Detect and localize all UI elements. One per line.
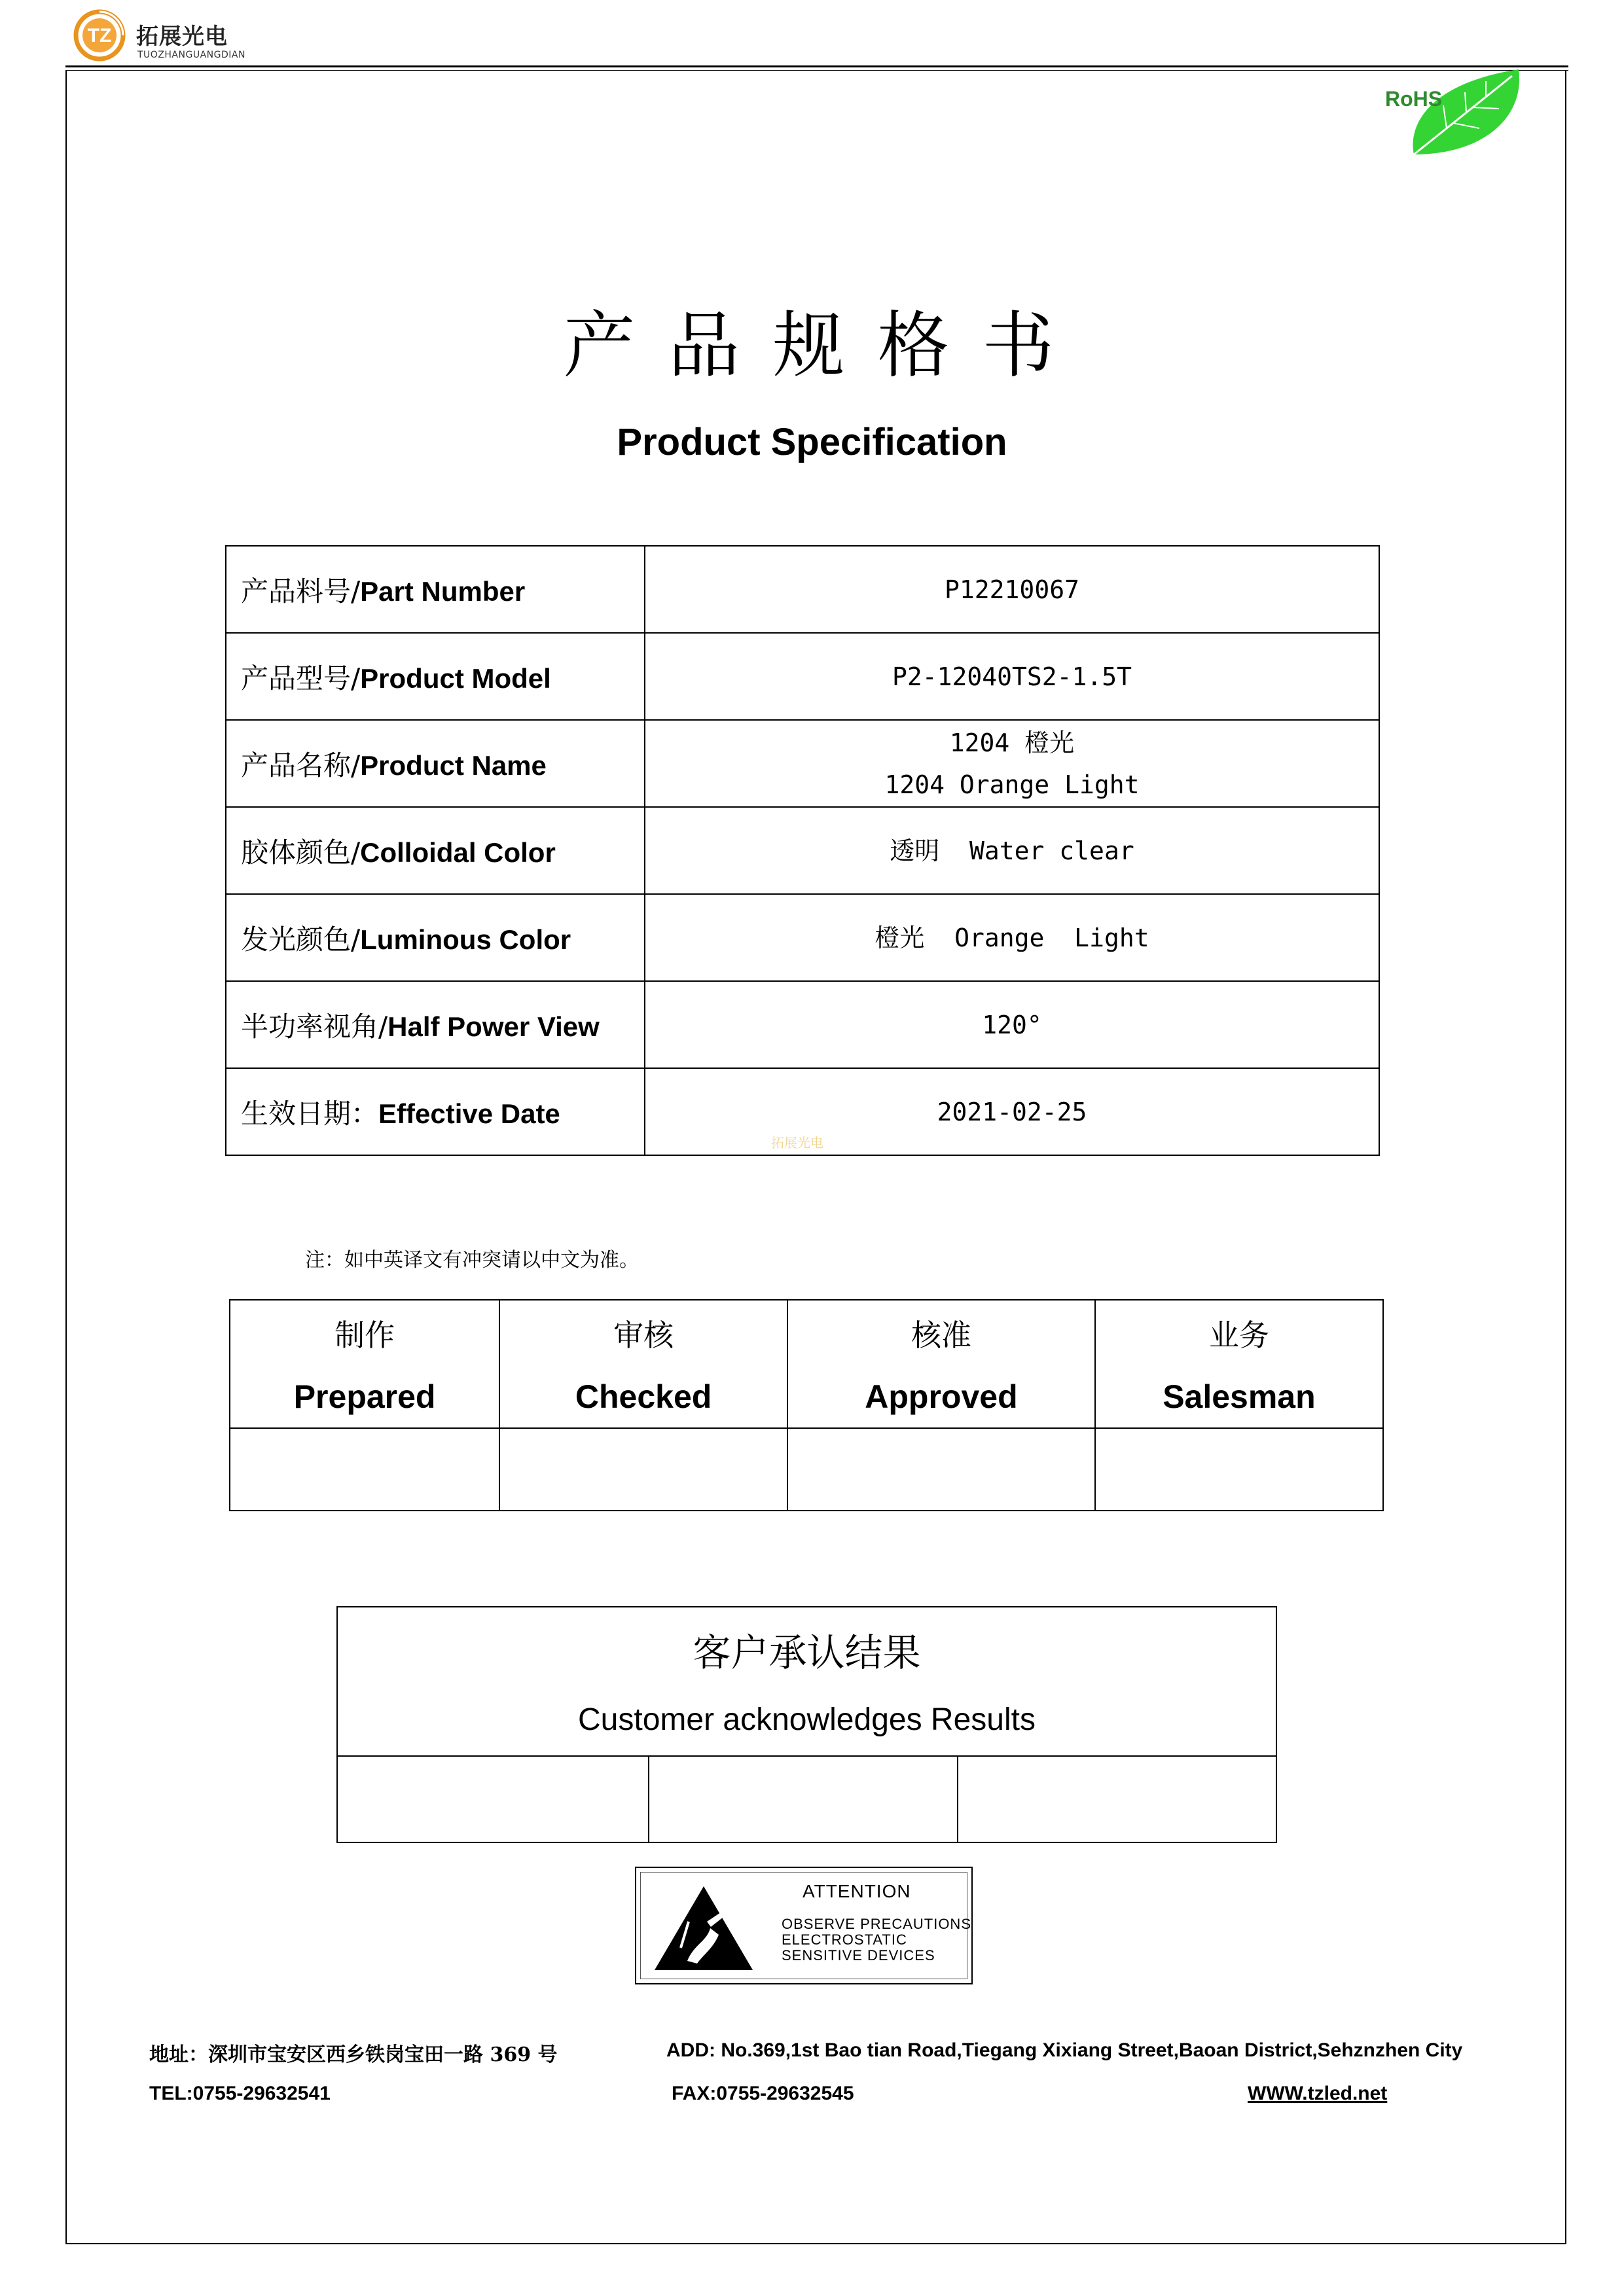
- spec-label: 产品型号/Product Model: [226, 633, 645, 720]
- spec-value: 透明 Water clear: [645, 807, 1379, 894]
- attention-line-3: SENSITIVE DEVICES: [782, 1947, 935, 1964]
- fax: FAX:0755-29632545: [672, 2083, 854, 2104]
- approval-table: [229, 1299, 1384, 1511]
- watermark: 拓展光电: [771, 1135, 823, 1151]
- rohs-leaf-icon: [1381, 63, 1525, 161]
- telephone: TEL:0755-29632541: [149, 2083, 331, 2104]
- table-row: [337, 1756, 1276, 1842]
- customer-result-cell[interactable]: [649, 1756, 957, 1842]
- company-name-en: TUOZHANGUANGDIAN: [137, 50, 245, 60]
- table-row: [230, 1300, 1383, 1428]
- table-row: [230, 1428, 1383, 1511]
- attention-line-2: ELECTROSTATIC: [782, 1931, 907, 1948]
- rohs-label: RoHS: [1385, 87, 1443, 111]
- spec-value: 1204 橙光 1204 Orange Light: [645, 720, 1379, 807]
- spec-value: 2021-02-25: [645, 1068, 1379, 1155]
- page-title-en: Product Specification: [617, 421, 1007, 463]
- page-title-cn: 产品规格书: [563, 304, 1087, 387]
- table-row: [226, 981, 1379, 1068]
- website-link[interactable]: WWW.tzled.net: [1248, 2083, 1388, 2104]
- approved-header: 核准 Approved: [787, 1300, 1095, 1428]
- header-rule: [65, 65, 1568, 67]
- customer-result-cell[interactable]: [958, 1756, 1276, 1842]
- table-row: [226, 894, 1379, 981]
- checked-signature-cell[interactable]: [499, 1428, 787, 1511]
- esd-attention-box: [635, 1867, 973, 1984]
- checked-header: 审核 Checked: [499, 1300, 787, 1428]
- attention-line-1: OBSERVE PRECAUTIONS: [782, 1916, 971, 1932]
- table-row: [226, 633, 1379, 720]
- spec-label: 胶体颜色/Colloidal Color: [226, 807, 645, 894]
- esd-warning-icon: [648, 1882, 759, 1974]
- company-name-cn: 拓展光电: [136, 24, 228, 50]
- spec-label: 生效日期：Effective Date: [226, 1068, 645, 1155]
- customer-result-cell[interactable]: [337, 1756, 649, 1842]
- address-cn: 地址：深圳市宝安区西乡铁岗宝田一路 369 号: [149, 2043, 558, 2066]
- salesman-signature-cell[interactable]: [1095, 1428, 1383, 1511]
- spec-label: 产品料号/Part Number: [226, 546, 645, 633]
- customer-acknowledge-header: 客户承认结果 Customer acknowledges Results: [337, 1607, 1276, 1756]
- approved-signature-cell[interactable]: [787, 1428, 1095, 1511]
- logo-mark-text: TZ: [87, 25, 112, 46]
- table-row: [226, 546, 1379, 633]
- translation-note: 注：如中英译文有冲突请以中文为准。: [305, 1249, 639, 1272]
- prepared-signature-cell[interactable]: [230, 1428, 499, 1511]
- table-row: [226, 807, 1379, 894]
- spec-label: 产品名称/Product Name: [226, 720, 645, 807]
- spec-label: 半功率视角/Half Power View: [226, 981, 645, 1068]
- tz-logo-icon: [73, 9, 126, 62]
- table-row: [226, 720, 1379, 807]
- attention-title: ATTENTION: [803, 1881, 911, 1901]
- company-logo: [73, 9, 322, 65]
- spec-value: 橙光 Orange Light: [645, 894, 1379, 981]
- spec-label: 发光颜色/Luminous Color: [226, 894, 645, 981]
- spec-table: [225, 545, 1380, 1156]
- table-row: [337, 1607, 1276, 1756]
- salesman-header: 业务 Salesman: [1095, 1300, 1383, 1428]
- spec-value: P2-12040TS2-1.5T: [645, 633, 1379, 720]
- customer-acknowledge-table: [336, 1606, 1277, 1843]
- prepared-header: 制作 Prepared: [230, 1300, 499, 1428]
- address-en: ADD: No.369,1st Bao tian Road,Tiegang Xixiang Street,Baoan District,Sehznzhen City: [666, 2039, 1463, 2061]
- spec-value: 120°: [645, 981, 1379, 1068]
- spec-value: P12210067: [645, 546, 1379, 633]
